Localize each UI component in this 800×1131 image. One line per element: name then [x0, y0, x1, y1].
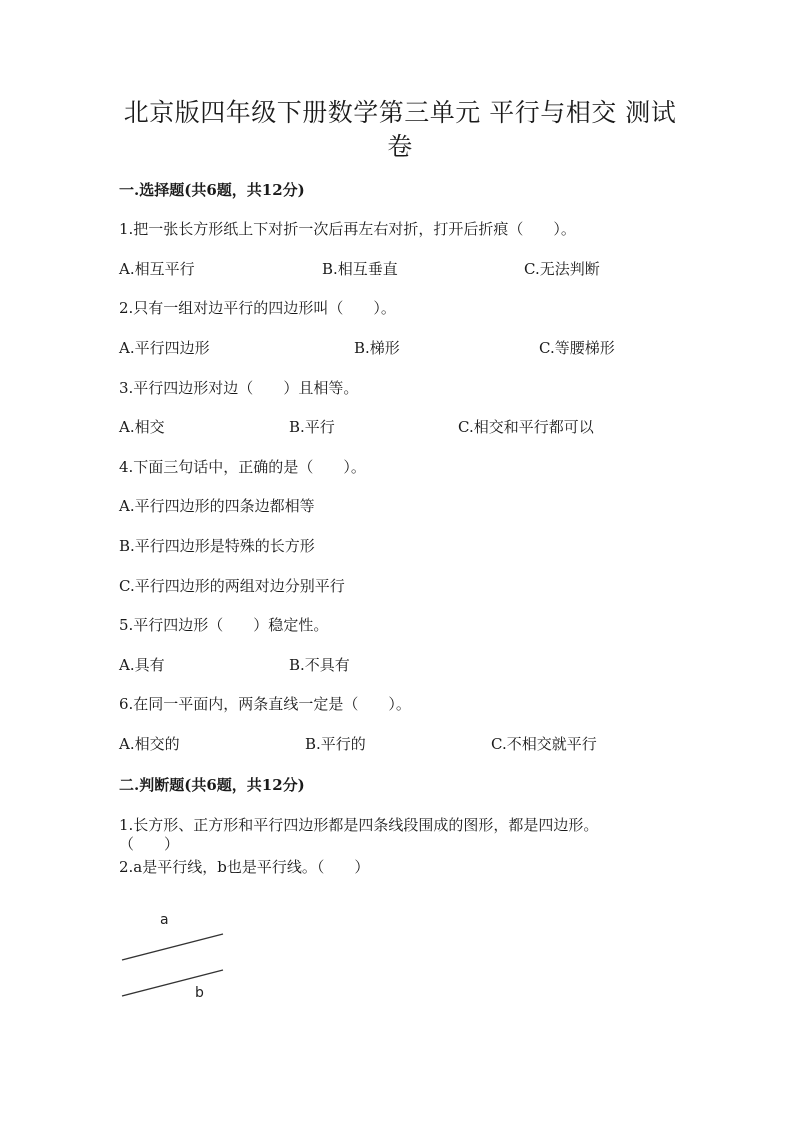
label-b: b [195, 985, 204, 1001]
judgment-question-2: 2.a是平行线，b也是平行线。（ ） [119, 858, 370, 876]
page-title [100, 96, 700, 164]
label-a: a [160, 912, 169, 928]
option-2a: A.平行四边形 [119, 339, 210, 357]
option-5b: B.不具有 [289, 656, 350, 674]
option-6b: B.平行的 [305, 735, 366, 753]
question-2: 2.只有一组对边平行的四边形叫（ ）。 [119, 299, 396, 317]
line-b [122, 970, 223, 996]
line-a [122, 934, 223, 960]
option-1c: C.无法判断 [524, 260, 600, 278]
option-3b: B.平行 [289, 418, 335, 436]
title-line-2: 卷 [387, 132, 413, 161]
parallel-lines-figure [110, 900, 240, 1010]
question-1: 1.把一张长方形纸上下对折一次后再左右对折，打开后折痕（ ）。 [119, 220, 576, 238]
section-heading-choice: 一.选择题(共6题，共12分) [119, 181, 305, 199]
option-3a: A.相交 [119, 418, 165, 436]
option-1a: A.相互平行 [119, 260, 195, 278]
section-heading-judgment: 二.判断题(共6题，共12分) [119, 776, 305, 794]
option-3c: C.相交和平行都可以 [458, 418, 594, 436]
option-2b: B.梯形 [354, 339, 400, 357]
question-6: 6.在同一平面内，两条直线一定是（ ）。 [119, 695, 411, 713]
judgment-question-1-line2: （ ） [119, 835, 180, 853]
option-1b: B.相互垂直 [322, 260, 398, 278]
option-4c: C.平行四边形的两组对边分别平行 [119, 577, 345, 595]
question-4: 4.下面三句话中，正确的是（ ）。 [119, 458, 366, 476]
option-5a: A.具有 [119, 656, 165, 674]
option-4b: B.平行四边形是特殊的长方形 [119, 537, 315, 555]
question-3: 3.平行四边形对边（ ）且相等。 [119, 379, 359, 397]
question-5: 5.平行四边形（ ）稳定性。 [119, 616, 329, 634]
option-4a: A.平行四边形的四条边都相等 [119, 497, 315, 515]
option-6a: A.相交的 [119, 735, 180, 753]
option-2c: C.等腰梯形 [539, 339, 615, 357]
title-line-1: 北京版四年级下册数学第三单元 平行与相交 测试 [123, 98, 677, 127]
judgment-question-1-line1: 1.长方形、正方形和平行四边形都是四条线段围成的图形，都是四边形。 [119, 816, 599, 834]
option-6c: C.不相交就平行 [491, 735, 597, 753]
